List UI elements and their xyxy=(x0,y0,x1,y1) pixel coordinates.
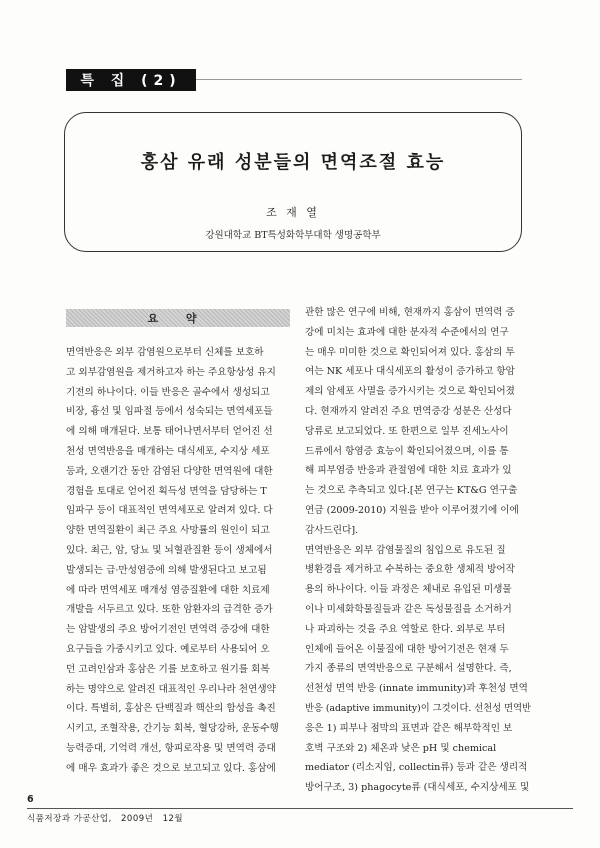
text-line: mediator (리소지임, collectin류) 등과 같은 생리적 xyxy=(305,762,528,774)
text-line: 면역반응은 외부 감염물질의 침입으로 유도된 질 xyxy=(305,544,506,556)
text-line: 경험을 토대로 얻어진 획득성 면역을 담당하는 T xyxy=(66,485,267,497)
text-line: 제의 암세포 사멸을 증가시키는 것으로 확인되어졌 xyxy=(305,386,515,398)
text-line: 능력증대, 기억력 개선, 항피로작용 및 면역력 증대 xyxy=(66,742,276,754)
text-line: 해 피부염증 반응과 관절염에 대한 치료 효과가 있 xyxy=(305,465,512,477)
text-line: 반응 (adaptive immunity)이 그것이다. 선천성 면역반 xyxy=(305,702,531,714)
text-line: 응은 1) 피부나 점막의 표면과 같은 해부학적인 보 xyxy=(305,722,513,734)
text-line: 는 암발생의 주요 방어기전인 면역력 증강에 대한 xyxy=(66,624,270,636)
text-line: 등과, 오랜기간 동안 감염된 다양한 면역원에 대한 xyxy=(66,465,273,477)
left-column xyxy=(66,343,292,779)
text-line: 면역반응은 외부 감염원으로부터 신체를 보호하 xyxy=(66,347,264,358)
text-line: 가지 종류의 면역반응으로 구분해서 설명한다. 즉, xyxy=(305,663,512,675)
text-line: 하는 명약으로 알려진 대표적인 우리나라 천연생약 xyxy=(66,683,276,695)
text-line: 용의 하나이다. 이들 과정은 체내로 유입된 미생물 xyxy=(305,584,512,596)
text-line: 선천성 면역 반응 (innate immunity)과 후천성 면역 xyxy=(305,683,528,695)
text-line: 는 것으로 추측되고 있다.[본 연구는 KT&G 연구출 xyxy=(305,485,518,497)
author-affiliation: 강원대학교 BT특성화학부대학 생명공학부 xyxy=(205,230,381,241)
text-line: 비장, 흉선 및 임파절 등에서 성숙되는 면역세포들 xyxy=(66,406,273,418)
text-line: 여는 NK 세포나 대식세포의 활성이 증가하고 항암 xyxy=(305,366,515,378)
text-line: 에 의해 매개된다. 보통 태어나면서부터 얻어진 선 xyxy=(66,426,273,438)
text-line: 있다. 최근, 암, 당뇨 및 뇌혈관질환 등이 생체에서 xyxy=(66,544,273,556)
section-banner: 특 집 (2) xyxy=(66,69,196,91)
journal-name: 식품저장과 가공산업, xyxy=(27,814,112,824)
text-line: 나 파괴하는 것을 주요 역할로 한다. 외부로 부터 xyxy=(305,623,506,635)
text-line: 천성 면역반응을 매개하는 대식세포, 수지상 세포 xyxy=(66,445,270,457)
right-column xyxy=(305,303,531,798)
text-line: 강에 미치는 효과에 대한 분자적 수준에서의 연구 xyxy=(305,326,509,338)
text-line: 에 매우 효과가 좋은 것으로 보고되고 있다. 홍삼에 xyxy=(66,762,276,774)
text-line: 는 매우 미미한 것으로 확인되어져 있다. 홍삼의 투 xyxy=(305,346,515,358)
journal-month: 12월 xyxy=(162,814,184,824)
article-title: 홍삼 유래 성분들의 면역조절 효능 xyxy=(140,152,446,173)
text-line: 에 따라 면역세포 매개성 염증질환에 대한 치료제 xyxy=(66,584,270,596)
abstract-heading: 요 약 xyxy=(66,309,290,327)
text-line: 기전의 하나이다. 이들 반응은 골수에서 생성되고 xyxy=(66,386,270,398)
text-line: 당류로 보고되었다. 또 한편으로 일부 진세노사이 xyxy=(305,425,509,437)
author-name: 조 재 열 xyxy=(266,206,320,219)
text-line: 임파구 등이 대표적인 면역세포로 알려져 있다. 다 xyxy=(66,505,273,517)
text-line: 관한 많은 연구에 비해, 현재까지 홍삼이 면역력 증 xyxy=(305,307,515,318)
text-line: 발생되는 급·만성염증에 의해 발생된다고 보고됨 xyxy=(66,564,267,576)
text-line: 이다. 특별히, 홍삼은 단백질과 핵산의 합성을 촉진 xyxy=(66,703,276,715)
journal-year: 2009년 xyxy=(121,814,154,824)
text-line: 시키고, 조혈작용, 간기능 회복, 혈당강하, 운동수행 xyxy=(66,723,279,735)
footer-rule xyxy=(27,808,573,809)
text-line: 감사드린다]. xyxy=(305,524,359,536)
text-line: 양한 면역질환이 최근 주요 사망률의 원인이 되고 xyxy=(66,525,270,537)
banner-rule xyxy=(196,79,522,80)
text-line: 호벽 구조와 2) 체온과 낮은 pH 및 chemical xyxy=(305,742,497,754)
text-line: 던 고려인삼과 홍삼은 기를 보호하고 원기를 회복 xyxy=(66,663,270,675)
text-line: 연금 (2009-2010) 지원을 받아 이루어졌기에 이에 xyxy=(305,504,519,516)
text-line: 병환경을 제거하고 수복하는 중요한 생체적 방어작 xyxy=(305,564,515,576)
text-line: 개발을 서두르고 있다. 또한 암환자의 급격한 증가 xyxy=(66,604,273,616)
text-line: 드류에서 항염증 효능이 확인되어졌으며, 이를 통 xyxy=(305,445,509,457)
journal-footer xyxy=(27,812,189,824)
text-line: 고 외부감염원을 제거하고자 하는 주요항상성 유지 xyxy=(66,366,276,378)
text-line: 인체에 들어온 이물질에 대한 방어기전은 현재 두 xyxy=(305,643,509,655)
text-line: 이나 미세화학물질들과 같은 독성물질을 소거하거 xyxy=(305,603,512,615)
page-number: 6 xyxy=(27,794,34,805)
text-line: 방어구조, 3) phagocyte류 (대식세포, 수지상세포 및 xyxy=(305,782,530,794)
text-line: 요구들을 가중시키고 있다. 예로부터 사용되어 오 xyxy=(66,643,270,655)
text-line: 다. 현재까지 알려진 주요 면역증강 성분은 산성다 xyxy=(305,405,512,417)
